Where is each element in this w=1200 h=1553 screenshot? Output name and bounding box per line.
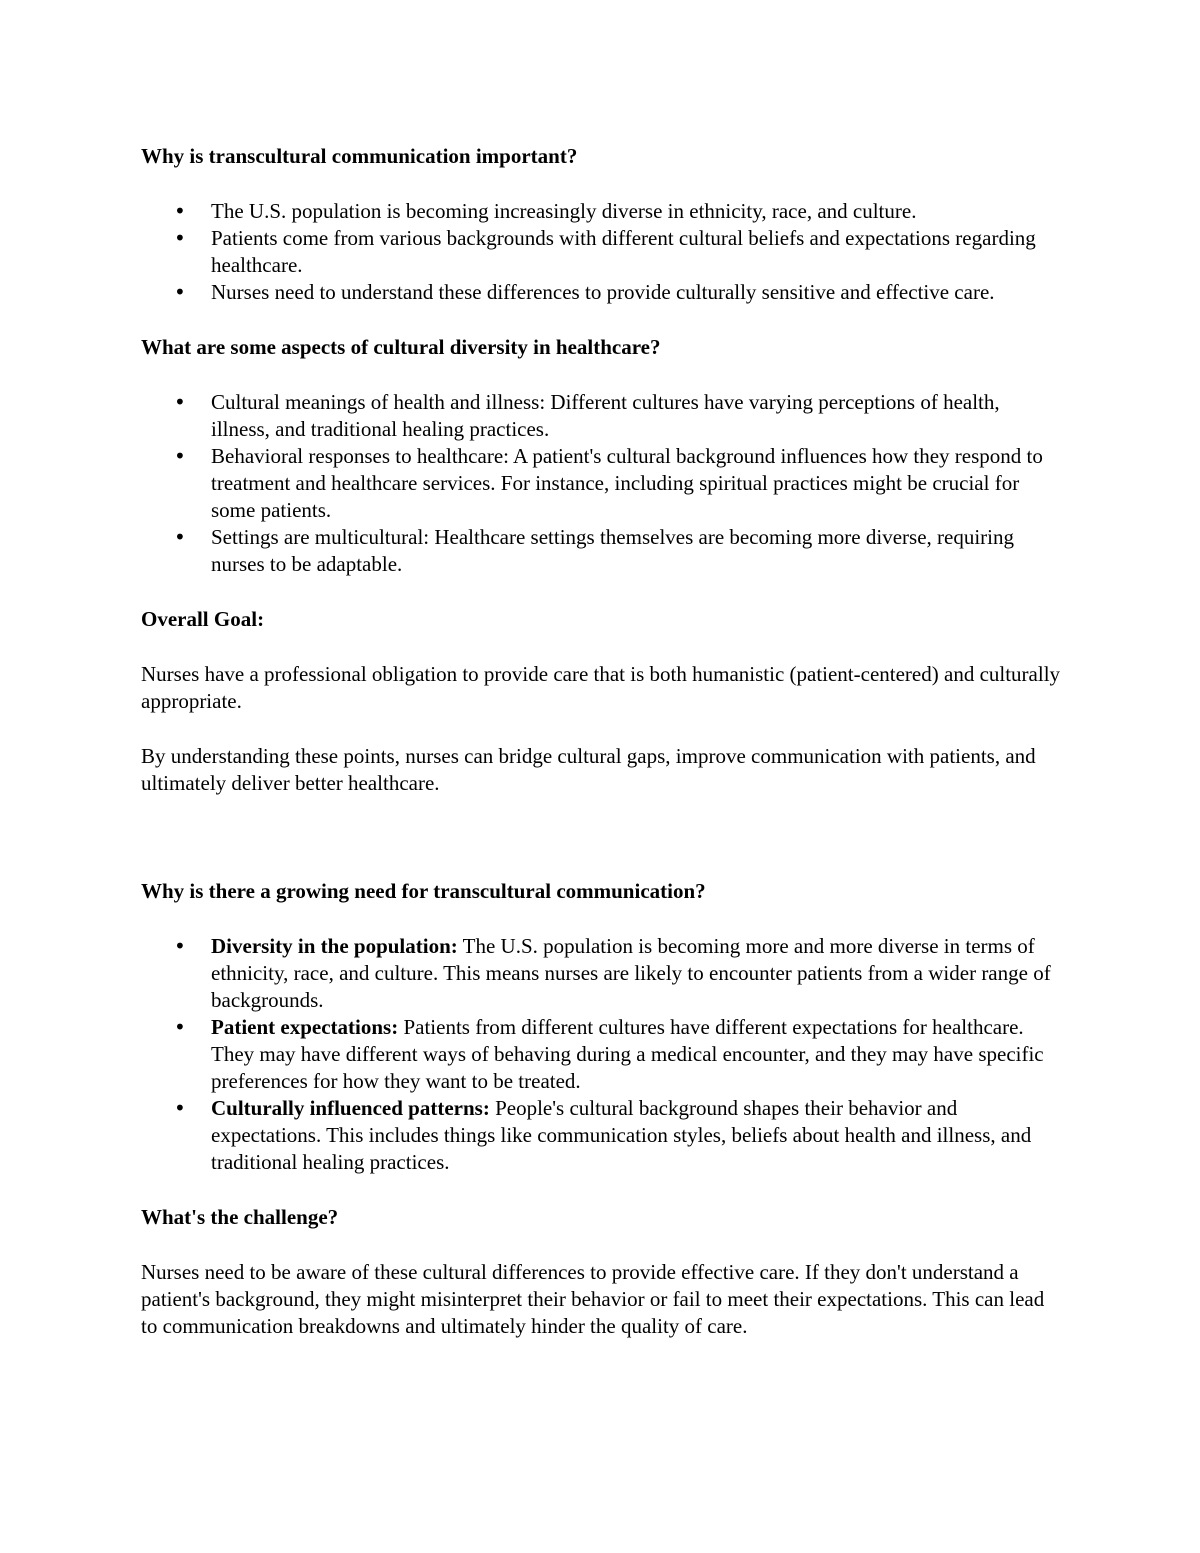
bullet-list [141, 198, 1061, 306]
list-item-text: Patients from different cultures have different expectations for healthcare. They may have different ways of behaving during a medical encounter, and they may have specific preferences for how they want to be treated. [211, 1015, 1044, 1093]
list-item: • Settings are multicultural: Healthcare settings themselves are becoming more diverse, requiring nurses to be adaptable. [141, 524, 1061, 578]
list-item [141, 1095, 1061, 1176]
section-heading: What are some aspects of cultural diversity in healthcare? [141, 335, 661, 359]
list-item-text: People's cultural background shapes their behavior and expectations. This includes things like communication styles, beliefs about health and illness, and traditional healing practices. [211, 1096, 1032, 1174]
list-item [141, 1014, 1061, 1095]
paragraph: Nurses need to be aware of these cultural differences to provide effective care. If they don't understand a patient's background, they might misinterpret their behavior or fail to meet their expectations. This can lead to communication breakdowns and ultimately hinder the quality of care. [141, 1260, 1045, 1338]
list-item: • The U.S. population is becoming increasingly diverse in ethnicity, race, and culture. [141, 198, 1061, 225]
document-body [141, 143, 1061, 1340]
list-item-label: Patient expectations: [211, 1015, 399, 1039]
paragraph: Nurses have a professional obligation to provide care that is both humanistic (patient-centered) and culturally appropriate. [141, 662, 1061, 713]
list-item-label: Culturally influenced patterns: [211, 1096, 490, 1120]
list-item: • Nurses need to understand these differences to provide culturally sensitive and effective care. [141, 279, 1061, 306]
section-heading: What's the challenge? [141, 1205, 339, 1229]
list-item: • Cultural meanings of health and illness: Different cultures have varying perceptions of health, illness, and traditional healing practices. [141, 389, 1061, 443]
list-item-label: Diversity in the population: [211, 934, 458, 958]
section-heading: Why is transcultural communication important? [141, 144, 578, 168]
bullet-list [141, 933, 1061, 1176]
list-item [141, 933, 1061, 1014]
section-heading: Why is there a growing need for transcultural communication? [141, 879, 706, 903]
bullet-list [141, 389, 1061, 578]
section-heading: Overall Goal: [141, 607, 265, 631]
list-item-text: The U.S. population is becoming more and more diverse in terms of ethnicity, race, and culture. This means nurses are likely to encounter patients from a wider range of backgrounds. [211, 934, 1051, 1012]
paragraph: By understanding these points, nurses can bridge cultural gaps, improve communication with patients, and ultimately deliver better healthcare. [141, 744, 1036, 795]
list-item: • Behavioral responses to healthcare: A patient's cultural background influences how they respond to treatment and healthcare services. For instance, including spiritual practices might be crucial for some patients. [141, 443, 1061, 524]
list-item: • Patients come from various backgrounds with different cultural beliefs and expectations regarding healthcare. [141, 225, 1061, 279]
